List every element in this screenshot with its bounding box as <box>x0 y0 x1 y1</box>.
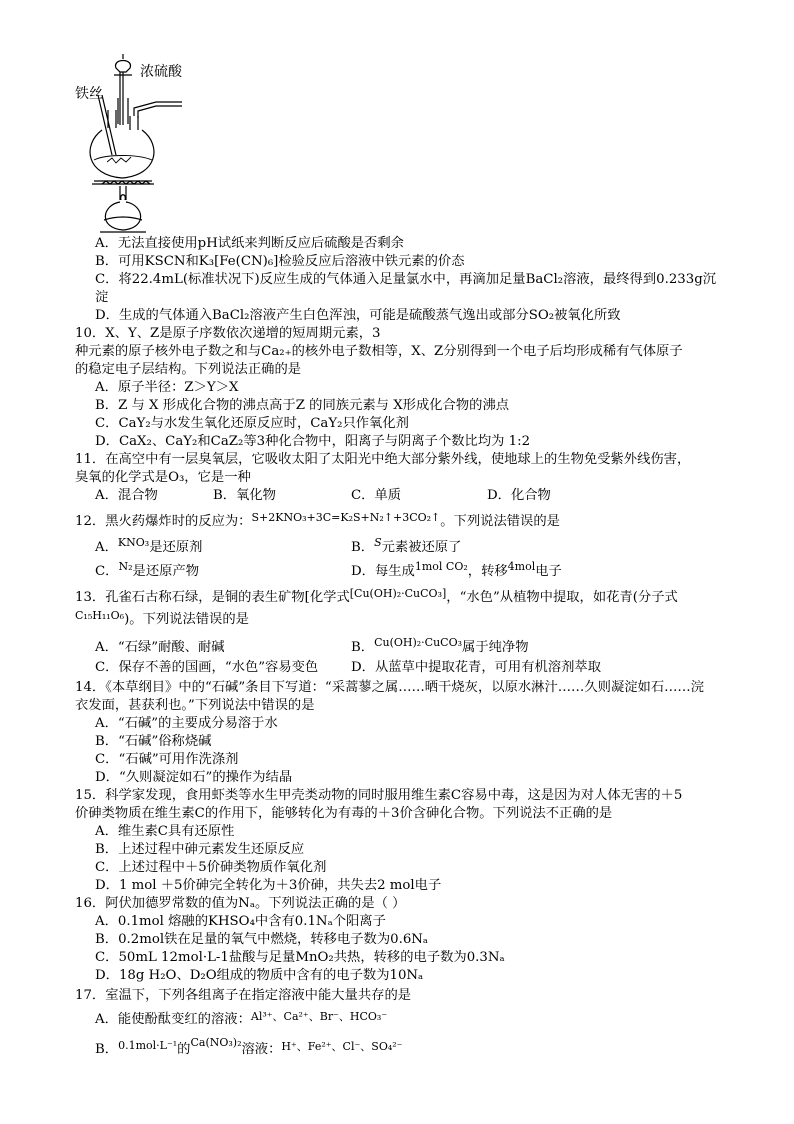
q12-b-text: 元素被还原了 <box>381 540 462 555</box>
q13-stem-2 <box>75 609 249 628</box>
q12-c-text: 是还原产物 <box>132 564 200 579</box>
q17-stem: 17．室温下，下列各组离子在指定溶液中能大量共存的是 <box>75 988 412 1003</box>
q13-formula-1: [Cu(OH)₂·CuCO₃] <box>349 587 447 600</box>
q12-stem-text: 12．黑火药爆炸时的反应为： <box>75 514 252 529</box>
q12-stem-tail: 。下列说法错误的是 <box>440 514 560 529</box>
q16-option-b: B．0.2mol铁在足量的氧气中燃烧，转移电子数为0.6Nₐ <box>95 932 429 947</box>
q13-stem-text: 13．孔雀石古称石绿，是铜的表生矿物[化学式 <box>75 590 350 605</box>
q13-stem-tail: ，“水色”从植物中提取，如花青(分子式 <box>446 590 678 605</box>
q12-b-label: B． <box>351 540 375 555</box>
q10-option-a: A．原子半径：Z＞Y＞X <box>95 380 239 395</box>
q9-option-c-cont: 淀 <box>95 290 109 305</box>
q17-a-text: A．能使酚酞变红的溶液： <box>95 1012 251 1027</box>
q14-stem-2: 衣发面，甚获利也。”下列说法中错误的是 <box>75 698 315 713</box>
q11-option-a: A．混合物 <box>95 488 158 503</box>
q12-equation: S+2KNO₃+3C=K₂S+N₂↑+3CO₂↑ <box>251 511 441 524</box>
q12-c-label: C． <box>95 564 119 579</box>
q13-option-c: C．保存不善的国画，“水色”容易变色 <box>95 660 319 675</box>
q11-stem-2: 臭氧的化学式是O₃，它是一种 <box>75 470 251 485</box>
q12-option-b <box>351 536 462 556</box>
q12-stem <box>75 511 560 530</box>
q15-stem-2: 价砷类物质在维生素C的作用下，能够转化为有毒的＋3价含砷化合物。下列说法不正确的是 <box>75 806 613 821</box>
q17-b-mid2: 溶液： <box>241 1042 282 1057</box>
q17-b-ions: H⁺、Fe²⁺、Cl⁻、SO₄²⁻ <box>281 1040 403 1053</box>
q17-b-label: B． <box>95 1042 119 1057</box>
q10-stem-3: 的稳定电子层结构。下列说法正确的是 <box>75 362 302 377</box>
q15-option-b: B．上述过程中砷元素发生还原反应 <box>95 842 305 857</box>
q15-option-d: D．1 mol ＋5价砷完全转化为＋3价砷，共失去2 mol电子 <box>95 878 442 893</box>
q14-option-b: B．“石碱”俗称烧碱 <box>95 734 212 749</box>
q15-option-c: C．上述过程中＋5价砷类物质作氧化剂 <box>95 860 327 875</box>
q17-b-conc: 0.1mol·L⁻¹ <box>118 1039 178 1052</box>
q12-option-d <box>351 560 562 580</box>
q14-option-d: D．“久则凝淀如石”的操作为结晶 <box>95 770 293 785</box>
q13-formula-2: C₁₅H₁₁O₆ <box>75 609 125 622</box>
q12-d-formula: 1mol CO₂ <box>414 560 468 573</box>
q15-stem-1: 15．科学家发现，食用虾类等水生甲壳类动物的同时服用维生素C容易中毒，这是因为对人体无害的＋5 <box>75 788 683 803</box>
q10-stem-2: 种元素的原子核外电子数之和与Ca₂₊的核外电子数相等，X、Z分别得到一个电子后均形成稀有气体原子 <box>75 344 683 359</box>
q14-option-a: A．“石碱”的主要成分易溶于水 <box>95 716 278 731</box>
q17-a-ions: Al³⁺、Ca²⁺、Br⁻、HCO₃⁻ <box>250 1010 388 1023</box>
q12-d-text: 电子 <box>535 564 562 579</box>
q11-option-c: C．单质 <box>351 488 402 503</box>
q12-option-c <box>95 560 200 580</box>
label-conc-sulfuric-acid: 浓硫酸 <box>140 64 182 80</box>
q12-a-label: A． <box>95 540 118 555</box>
q12-d-mid: ，转移 <box>467 564 508 579</box>
q9-option-c: C．将22.4mL(标准状况下)反应生成的气体通入足量氯水中，再滴加足量BaCl₂溶液，最终得到0.233g沉 <box>95 272 717 287</box>
q10-stem-1: 10．X、Y、Z是原子序数依次递增的短周期元素，3 <box>75 326 381 341</box>
q17-b-mid: 的 <box>177 1042 191 1057</box>
q9-option-b: B．可用KSCN和K₃[Fe(CN)₆]检验反应后溶液中铁元素的价态 <box>95 254 465 269</box>
q13-stem-end: )。下列说法错误的是 <box>124 612 249 627</box>
q13-b-label: B． <box>351 640 375 655</box>
q12-a-formula: KNO₃ <box>117 536 150 549</box>
q13-option-b <box>351 636 529 656</box>
q17-b-solute: Ca(NO₃)₂ <box>190 1036 242 1049</box>
q17-option-a <box>95 1012 387 1028</box>
q16-stem: 16．阿伏加德罗常数的值为Nₐ。下列说法正确的是（ ） <box>75 896 406 911</box>
q14-option-c: C．“石碱”可用作洗涤剂 <box>95 752 239 767</box>
q13-b-text: 属于纯净物 <box>462 640 529 655</box>
q16-option-a: A．0.1mol 熔融的KHSO₄中含有0.1Nₐ个阳离子 <box>95 914 386 929</box>
q12-d-formula2: 4mol <box>507 560 536 573</box>
q13-b-formula: Cu(OH)₂·CuCO₃ <box>374 636 463 649</box>
q12-a-text: 是还原剂 <box>149 540 203 555</box>
q12-c-formula: N₂ <box>118 560 133 573</box>
q12-option-a <box>95 536 203 556</box>
q15-option-a: A．维生素C具有还原性 <box>95 824 235 839</box>
q13-option-d: D．从蓝草中提取花青，可用有机溶剂萃取 <box>351 660 602 675</box>
q16-option-c: C．50mL 12mol·L-1盐酸与足量MnO₂共热，转移的电子数为0.3Nₐ <box>95 950 505 965</box>
q11-option-b: B．氧化物 <box>213 488 276 503</box>
q13-stem-1 <box>75 587 678 606</box>
q14-stem-1: 14．《本草纲目》中的“石碱”条目下写道：“采蒿蓼之属……晒干烧灰，以原水淋汁……久则凝淀如石……浣 <box>75 680 705 695</box>
label-iron-wire: 铁丝 <box>75 86 103 102</box>
q9-option-d: D．生成的气体通入BaCl₂溶液产生白色浑浊，可能是硫酸蒸气逸出或部分SO₂被氧化所致 <box>95 308 621 323</box>
q12-b-formula: S <box>374 536 382 549</box>
q17-option-b <box>95 1036 403 1058</box>
q16-option-d: D．18g H₂O、D₂O组成的物质中含有的电子数为10Nₐ <box>95 968 424 983</box>
q10-option-b: B．Z 与 X 形成化合物的沸点高于Z 的同族元素与 X形成化合物的沸点 <box>95 398 510 413</box>
q12-d-label: D．每生成 <box>351 564 415 579</box>
q11-stem-1: 11．在高空中有一层臭氧层，它吸收太阳了太阳光中绝大部分紫外线，使地球上的生物免受紫外线伤害， <box>75 452 691 467</box>
q10-option-c: C．CaY₂与水发生氧化还原反应时，CaY₂只作氧化剂 <box>95 416 409 431</box>
q11-option-d: D．化合物 <box>487 488 551 503</box>
q13-option-a: A．“石绿”耐酸、耐碱 <box>95 640 225 655</box>
q9-option-a: A．无法直接使用pH试纸来判断反应后硫酸是否剩余 <box>95 236 404 251</box>
q10-option-d: D．CaX₂、CaY₂和CaZ₂等3种化合物中，阳离子与阴离子个数比均为 1:2 <box>95 434 531 449</box>
